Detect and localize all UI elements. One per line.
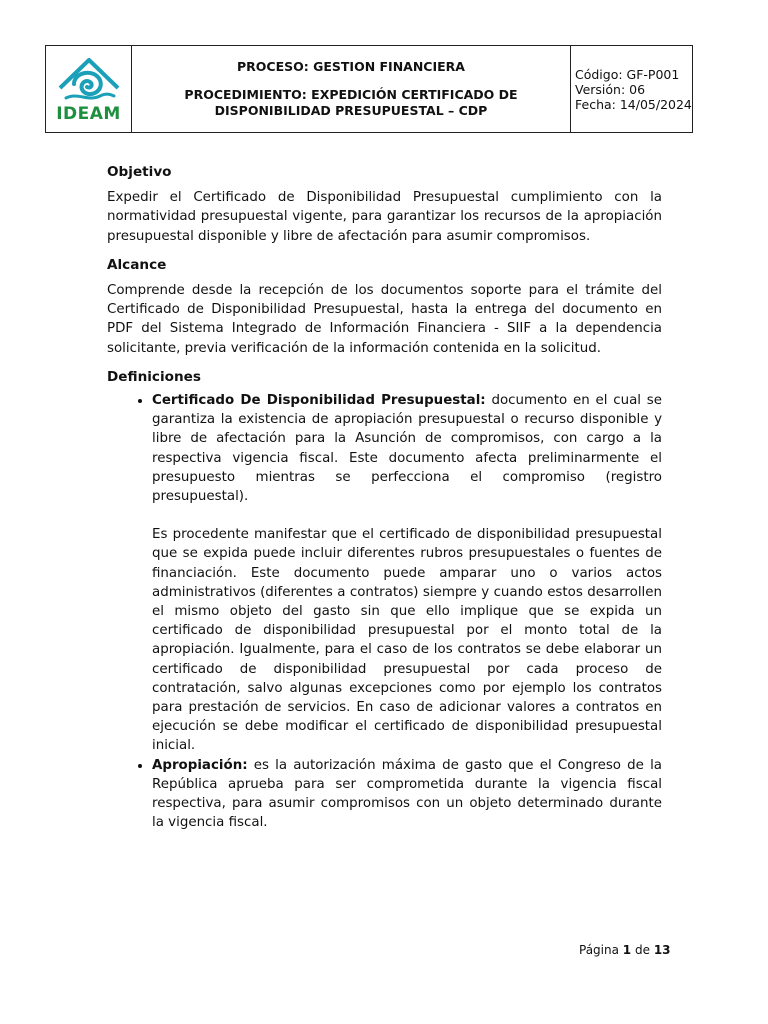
ideam-logo-icon — [54, 54, 124, 106]
section-alcance — [107, 256, 662, 358]
section-definiciones — [107, 368, 662, 833]
procedure-title: PROCEDIMIENTO: EXPEDICIÓN CERTIFICADO DE DISPONIBILIDAD PRESUPUESTAL – CDP — [184, 87, 518, 118]
definition-term: Apropiación: — [152, 757, 248, 773]
definitions-list — [107, 391, 662, 832]
definition-term: Certificado De Disponibilidad Presupuestal: — [152, 393, 486, 409]
definition-extra: Es procedente manifestar que el certificado de disponibilidad presupuestal que se expida puede incluir diferentes rubros presupuestales o fuentes de financiación. Este documento puede amparar uno o varios actos administrativos (diferentes a contratos) siempre y cuando estos desarrollen el mismo objeto del gasto sin que ello implique que se expida un certificado de disponibilidad presupuestal por el monto total de la apropiación. Igualmente, para el caso de los contratos se debe elaborar un certificado de disponibilidad presupuestal por cada proceso de contratación, salvo algunas excepciones como por ejemplo los contratos para prestación de servicios. En caso de adicionar valores a contratos en ejecución se debe modificar el certificado de disponibilidad presupuestal inicial. — [152, 527, 662, 754]
meta-cell — [571, 46, 693, 133]
ideam-logo — [46, 54, 131, 124]
page-of: de — [634, 943, 650, 957]
definition-item — [152, 391, 662, 756]
document-date: Fecha: 14/05/2024 — [575, 96, 692, 112]
title-cell — [132, 46, 571, 133]
process-title: PROCESO: GESTION FINANCIERA — [237, 59, 465, 74]
definition-item — [152, 756, 662, 833]
heading-definiciones: Definiciones — [107, 368, 201, 385]
text-objetivo: Expedir el Certificado de Disponibilidad Presupuestal cumplimiento con la normatividad presupuestal vigente, para garantizar los recursos de la apropiación presupuestal disponible y libre de afectación para asumir compromisos. — [107, 190, 662, 244]
document-version: Versión: 06 — [575, 81, 646, 97]
document-body — [107, 163, 662, 843]
definition-text: documento en el cual se garantiza la existencia de apropiación presupuestal o recurso disponible y libre de afectación para la Asunción de compromisos, con cargo a la respectiva vigencia fiscal. Este documento afecta preliminarmente el presupuesto mientras se perfecciona el compromiso (registro presupuestal). — [152, 393, 662, 505]
text-alcance: Comprende desde la recepción de los documentos soporte para el trámite del Certificado de Disponibilidad Presupuestal, hasta la entrega del documento en PDF del Sistema Integrado de Información Financiera - SIIF a la dependencia solicitante, previa verificación de la información contenida en la solicitud. — [107, 283, 662, 356]
page-total: 13 — [653, 943, 671, 957]
section-objetivo — [107, 163, 662, 246]
heading-objetivo: Objetivo — [107, 164, 172, 180]
logo-cell — [46, 46, 132, 133]
document-code: Código: GF-P001 — [575, 66, 680, 82]
page-current: 1 — [622, 943, 632, 957]
heading-alcance: Alcance — [107, 256, 167, 273]
page-footer — [579, 943, 671, 957]
definition-text: es la autorización máxima de gasto que el Congreso de la República aprueba para ser comprometida durante la vigencia fiscal respectiva, para asumir compromisos con un objeto determinado durante la vigencia fiscal. — [152, 757, 662, 831]
logo-text: IDEAM — [56, 104, 121, 124]
document-header — [45, 45, 693, 133]
page-label: Página — [579, 943, 619, 957]
